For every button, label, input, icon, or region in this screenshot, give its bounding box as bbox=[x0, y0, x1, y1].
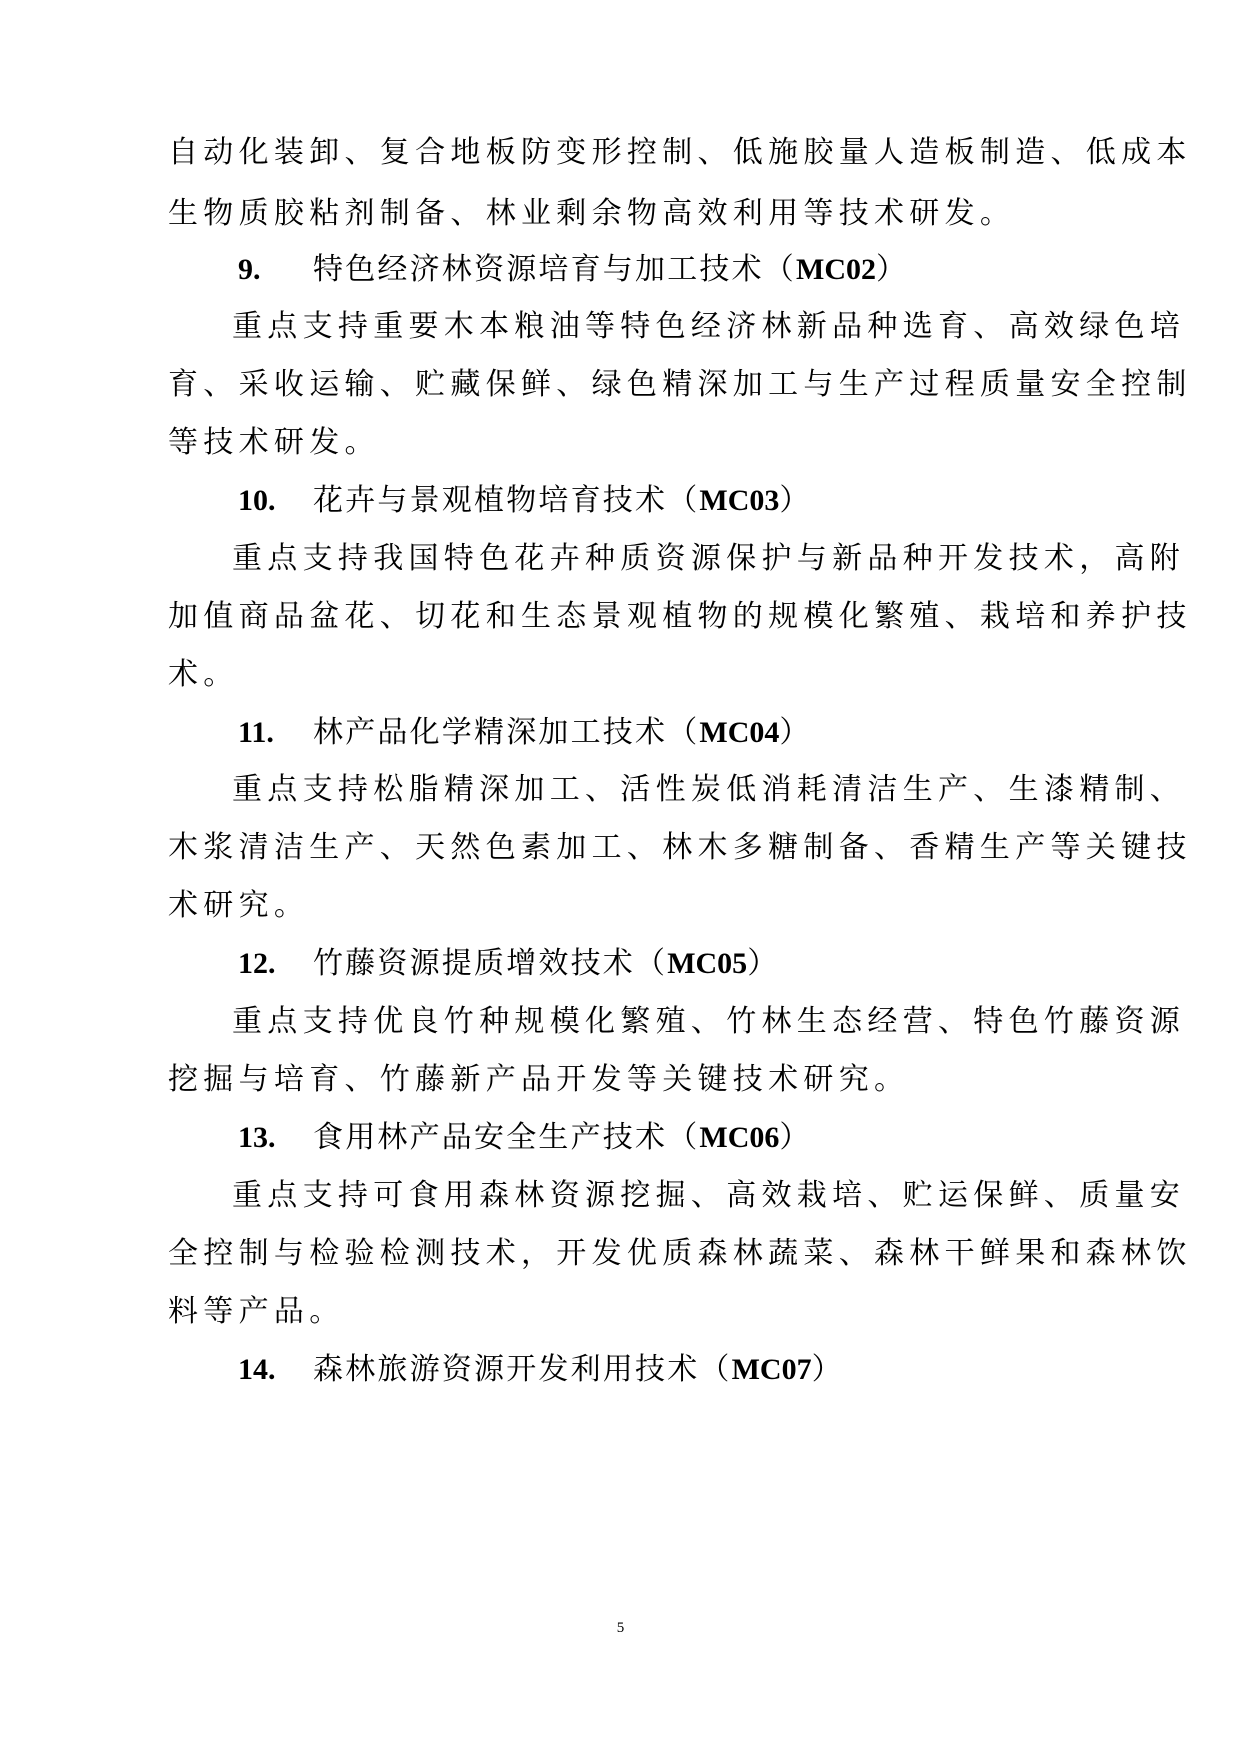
section-heading-12 bbox=[238, 943, 779, 985]
paragraph-line: 重点支持松脂精深加工、活性炭低消耗清洁生产、生漆精制、 bbox=[232, 772, 1186, 807]
paragraph-line: 加值商品盆花、切花和生态景观植物的规模化繁殖、栽培和养护技 bbox=[168, 599, 1192, 634]
section-title: 特色经济林资源培育与加工技术（ bbox=[313, 252, 796, 287]
paragraph-line: 重点支持可食用森林资源挖掘、高效栽培、贮运保鲜、质量安 bbox=[232, 1178, 1186, 1213]
paragraph-line: 重点支持优良竹种规模化繁殖、竹林生态经营、特色竹藤资源 bbox=[232, 1004, 1186, 1039]
section-code: MC04 bbox=[699, 716, 780, 749]
section-heading-13 bbox=[238, 1117, 812, 1159]
section-heading-10 bbox=[238, 480, 812, 522]
section-number: 10. bbox=[238, 484, 276, 517]
section-code: MC02 bbox=[796, 253, 876, 286]
paragraph-line: 育、采收运输、贮藏保鲜、绿色精深加工与生产过程质量安全控制 bbox=[168, 367, 1192, 402]
section-number: 14. bbox=[238, 1353, 276, 1386]
section-title-close: ） bbox=[811, 1352, 844, 1387]
section-heading-11 bbox=[238, 712, 812, 754]
section-code: MC07 bbox=[731, 1353, 812, 1386]
paragraph-line: 挖掘与培育、竹藤新产品开发等关键技术研究。 bbox=[168, 1062, 910, 1097]
section-title-close: ） bbox=[875, 252, 909, 287]
section-title: 竹藤资源提质增效技术（ bbox=[313, 946, 668, 981]
paragraph-line: 料等产品。 bbox=[168, 1294, 345, 1329]
paragraph-line: 等技术研发。 bbox=[168, 425, 380, 460]
section-heading-9 bbox=[238, 249, 908, 291]
paragraph-line: 术研究。 bbox=[168, 888, 310, 923]
section-title: 林产品化学精深加工技术（ bbox=[313, 715, 700, 750]
section-title: 森林旅游资源开发利用技术（ bbox=[313, 1352, 732, 1387]
section-number: 13. bbox=[238, 1121, 276, 1154]
paragraph-line: 重点支持我国特色花卉种质资源保护与新品种开发技术，高附 bbox=[232, 541, 1186, 576]
section-title-close: ） bbox=[779, 1120, 812, 1155]
section-heading-14 bbox=[238, 1349, 844, 1391]
section-code: MC03 bbox=[699, 484, 780, 517]
section-title: 食用林产品安全生产技术（ bbox=[313, 1120, 700, 1155]
section-code: MC05 bbox=[667, 947, 748, 980]
paragraph-line: 重点支持重要木本粮油等特色经济林新品种选育、高效绿色培 bbox=[232, 309, 1186, 344]
paragraph-line: 术。 bbox=[168, 657, 239, 692]
section-title-close: ） bbox=[779, 715, 812, 750]
paragraph-line: 木浆清洁生产、天然色素加工、林木多糖制备、香精生产等关键技 bbox=[168, 830, 1192, 865]
intro-line-1: 自动化装卸、复合地板防变形控制、低施胶量人造板制造、低成本 bbox=[168, 135, 1192, 170]
paragraph-line: 全控制与检验检测技术，开发优质森林蔬菜、森林干鲜果和森林饮 bbox=[168, 1236, 1192, 1271]
section-number: 9. bbox=[238, 253, 261, 286]
section-title: 花卉与景观植物培育技术（ bbox=[313, 483, 700, 518]
section-title-close: ） bbox=[747, 946, 780, 981]
page-number: 5 bbox=[616, 1620, 625, 1636]
intro-line-2: 生物质胶粘剂制备、林业剩余物高效利用等技术研发。 bbox=[168, 196, 1016, 231]
section-code: MC06 bbox=[699, 1121, 780, 1154]
section-title-close: ） bbox=[779, 483, 812, 518]
section-number: 11. bbox=[238, 716, 274, 749]
section-number: 12. bbox=[238, 947, 276, 980]
